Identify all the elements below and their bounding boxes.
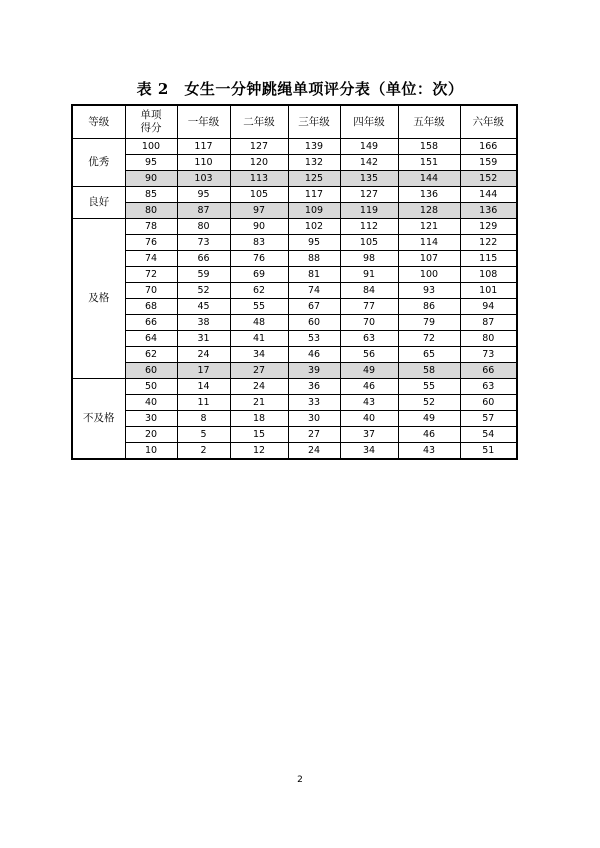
table-row (72, 315, 517, 331)
score-cell: 60 (125, 363, 177, 379)
value-cell: 39 (288, 363, 340, 379)
score-cell: 72 (125, 267, 177, 283)
value-cell: 45 (177, 299, 230, 315)
value-cell: 43 (340, 395, 398, 411)
value-cell: 127 (340, 187, 398, 203)
value-cell: 84 (340, 283, 398, 299)
value-cell: 69 (230, 267, 288, 283)
table-row (72, 395, 517, 411)
score-cell: 74 (125, 251, 177, 267)
value-cell: 73 (177, 235, 230, 251)
value-cell: 81 (288, 267, 340, 283)
value-cell: 66 (460, 363, 517, 379)
table-row (72, 299, 517, 315)
value-cell: 93 (398, 283, 460, 299)
grade-cell: 优秀 (72, 139, 125, 187)
header-grade-2: 二年级 (230, 105, 288, 139)
header-grade: 等级 (72, 105, 125, 139)
table-title: 表 2 女生一分钟跳绳单项评分表（单位：次） (136, 80, 464, 98)
value-cell: 117 (288, 187, 340, 203)
value-cell: 15 (230, 427, 288, 443)
table-row (72, 203, 517, 219)
value-cell: 144 (398, 171, 460, 187)
value-cell: 70 (340, 315, 398, 331)
score-cell: 30 (125, 411, 177, 427)
header-grade-4: 四年级 (340, 105, 398, 139)
grade-cell: 及格 (72, 219, 125, 379)
value-cell: 49 (340, 363, 398, 379)
score-table-body (72, 139, 517, 460)
value-cell: 24 (288, 443, 340, 460)
value-cell: 59 (177, 267, 230, 283)
value-cell: 11 (177, 395, 230, 411)
page-number: 2 (297, 775, 303, 785)
value-cell: 110 (177, 155, 230, 171)
value-cell: 88 (288, 251, 340, 267)
value-cell: 80 (177, 219, 230, 235)
value-cell: 117 (177, 139, 230, 155)
value-cell: 95 (288, 235, 340, 251)
value-cell: 63 (460, 379, 517, 395)
header-grade-1: 一年级 (177, 105, 230, 139)
table-row (72, 251, 517, 267)
value-cell: 72 (398, 331, 460, 347)
value-cell: 52 (177, 283, 230, 299)
header-grade-5: 五年级 (398, 105, 460, 139)
value-cell: 76 (230, 251, 288, 267)
value-cell: 144 (460, 187, 517, 203)
value-cell: 37 (340, 427, 398, 443)
value-cell: 136 (460, 203, 517, 219)
score-cell: 10 (125, 443, 177, 460)
value-cell: 127 (230, 139, 288, 155)
value-cell: 40 (340, 411, 398, 427)
score-cell: 80 (125, 203, 177, 219)
value-cell: 105 (230, 187, 288, 203)
table-row (72, 347, 517, 363)
value-cell: 94 (460, 299, 517, 315)
value-cell: 33 (288, 395, 340, 411)
header-row (72, 105, 517, 139)
value-cell: 38 (177, 315, 230, 331)
value-cell: 109 (288, 203, 340, 219)
value-cell: 27 (230, 363, 288, 379)
value-cell: 30 (288, 411, 340, 427)
value-cell: 128 (398, 203, 460, 219)
value-cell: 36 (288, 379, 340, 395)
score-cell: 100 (125, 139, 177, 155)
table-row (72, 331, 517, 347)
table-row (72, 379, 517, 395)
value-cell: 24 (177, 347, 230, 363)
value-cell: 90 (230, 219, 288, 235)
value-cell: 60 (288, 315, 340, 331)
score-cell: 76 (125, 235, 177, 251)
value-cell: 120 (230, 155, 288, 171)
value-cell: 24 (230, 379, 288, 395)
score-cell: 68 (125, 299, 177, 315)
score-cell: 95 (125, 155, 177, 171)
value-cell: 112 (340, 219, 398, 235)
value-cell: 151 (398, 155, 460, 171)
value-cell: 87 (460, 315, 517, 331)
score-cell: 90 (125, 171, 177, 187)
value-cell: 66 (177, 251, 230, 267)
value-cell: 121 (398, 219, 460, 235)
table-row (72, 187, 517, 203)
value-cell: 132 (288, 155, 340, 171)
table-row (72, 235, 517, 251)
value-cell: 62 (230, 283, 288, 299)
table-row (72, 443, 517, 460)
value-cell: 103 (177, 171, 230, 187)
value-cell: 119 (340, 203, 398, 219)
value-cell: 97 (230, 203, 288, 219)
score-cell: 62 (125, 347, 177, 363)
value-cell: 114 (398, 235, 460, 251)
value-cell: 122 (460, 235, 517, 251)
value-cell: 2 (177, 443, 230, 460)
value-cell: 73 (460, 347, 517, 363)
value-cell: 57 (460, 411, 517, 427)
table-row (72, 267, 517, 283)
value-cell: 5 (177, 427, 230, 443)
score-cell: 20 (125, 427, 177, 443)
value-cell: 56 (340, 347, 398, 363)
value-cell: 34 (230, 347, 288, 363)
value-cell: 65 (398, 347, 460, 363)
table-row (72, 219, 517, 235)
score-cell: 70 (125, 283, 177, 299)
header-score: 单项得分 (125, 105, 177, 139)
value-cell: 41 (230, 331, 288, 347)
table-row (72, 283, 517, 299)
score-cell: 78 (125, 219, 177, 235)
value-cell: 139 (288, 139, 340, 155)
value-cell: 91 (340, 267, 398, 283)
value-cell: 83 (230, 235, 288, 251)
value-cell: 8 (177, 411, 230, 427)
value-cell: 55 (230, 299, 288, 315)
value-cell: 67 (288, 299, 340, 315)
value-cell: 129 (460, 219, 517, 235)
table-row (72, 363, 517, 379)
table-row (72, 155, 517, 171)
value-cell: 46 (398, 427, 460, 443)
value-cell: 48 (230, 315, 288, 331)
value-cell: 18 (230, 411, 288, 427)
value-cell: 52 (398, 395, 460, 411)
value-cell: 87 (177, 203, 230, 219)
value-cell: 63 (340, 331, 398, 347)
value-cell: 55 (398, 379, 460, 395)
score-cell: 50 (125, 379, 177, 395)
value-cell: 77 (340, 299, 398, 315)
value-cell: 100 (398, 267, 460, 283)
header-grade-6: 六年级 (460, 105, 517, 139)
value-cell: 115 (460, 251, 517, 267)
value-cell: 49 (398, 411, 460, 427)
value-cell: 74 (288, 283, 340, 299)
score-cell: 64 (125, 331, 177, 347)
value-cell: 166 (460, 139, 517, 155)
value-cell: 108 (460, 267, 517, 283)
score-table (71, 104, 518, 460)
value-cell: 86 (398, 299, 460, 315)
value-cell: 27 (288, 427, 340, 443)
value-cell: 12 (230, 443, 288, 460)
value-cell: 159 (460, 155, 517, 171)
value-cell: 54 (460, 427, 517, 443)
value-cell: 21 (230, 395, 288, 411)
grade-cell: 不及格 (72, 379, 125, 460)
value-cell: 95 (177, 187, 230, 203)
value-cell: 102 (288, 219, 340, 235)
score-cell: 85 (125, 187, 177, 203)
value-cell: 14 (177, 379, 230, 395)
table-row (72, 427, 517, 443)
value-cell: 101 (460, 283, 517, 299)
grade-cell: 良好 (72, 187, 125, 219)
value-cell: 136 (398, 187, 460, 203)
value-cell: 80 (460, 331, 517, 347)
value-cell: 149 (340, 139, 398, 155)
table-row (72, 411, 517, 427)
value-cell: 58 (398, 363, 460, 379)
value-cell: 51 (460, 443, 517, 460)
value-cell: 53 (288, 331, 340, 347)
value-cell: 98 (340, 251, 398, 267)
score-cell: 40 (125, 395, 177, 411)
value-cell: 46 (340, 379, 398, 395)
value-cell: 158 (398, 139, 460, 155)
value-cell: 46 (288, 347, 340, 363)
value-cell: 113 (230, 171, 288, 187)
value-cell: 31 (177, 331, 230, 347)
header-grade-3: 三年级 (288, 105, 340, 139)
value-cell: 142 (340, 155, 398, 171)
table-row (72, 171, 517, 187)
value-cell: 105 (340, 235, 398, 251)
value-cell: 107 (398, 251, 460, 267)
value-cell: 34 (340, 443, 398, 460)
value-cell: 79 (398, 315, 460, 331)
value-cell: 17 (177, 363, 230, 379)
table-row (72, 139, 517, 155)
value-cell: 43 (398, 443, 460, 460)
value-cell: 135 (340, 171, 398, 187)
value-cell: 152 (460, 171, 517, 187)
score-cell: 66 (125, 315, 177, 331)
value-cell: 125 (288, 171, 340, 187)
value-cell: 60 (460, 395, 517, 411)
